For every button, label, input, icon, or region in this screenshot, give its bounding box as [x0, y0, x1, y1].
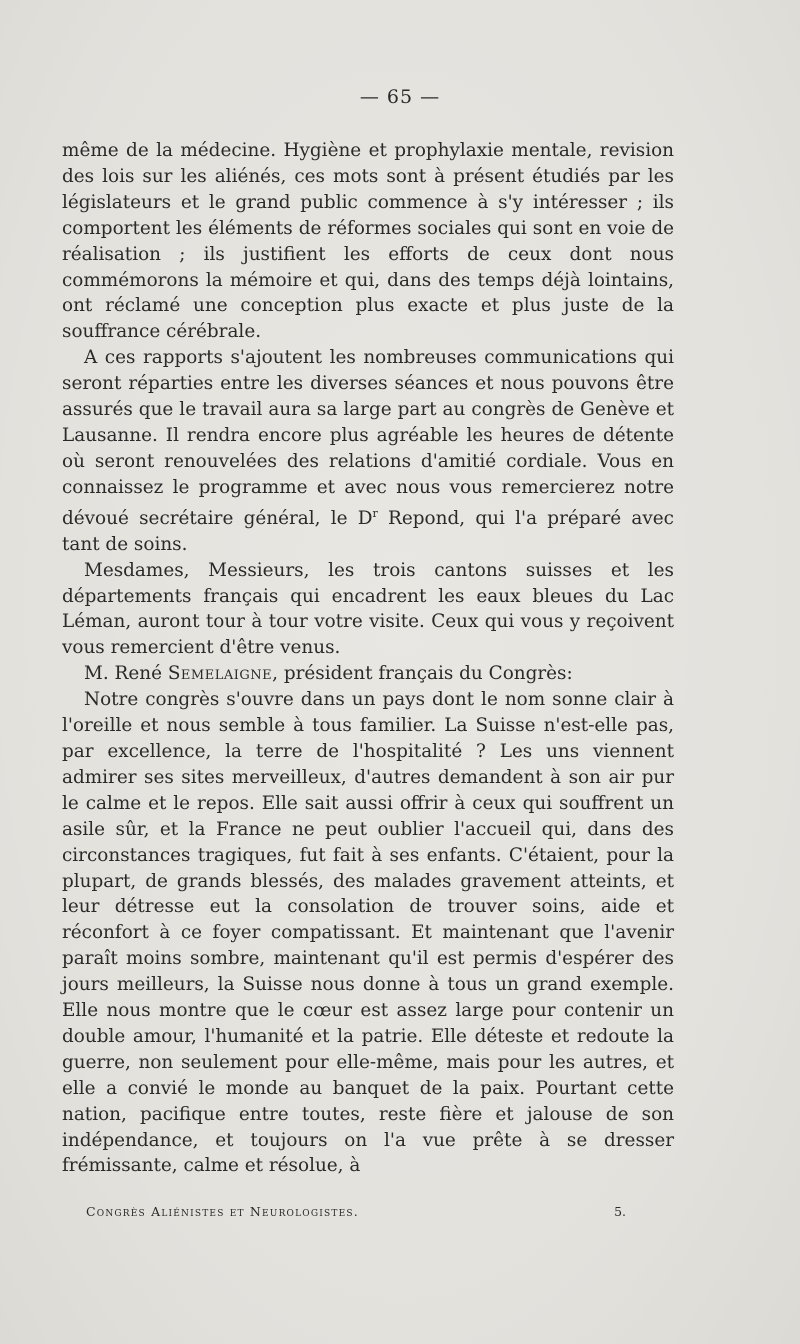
speaker-name: Semelaigne — [167, 663, 273, 685]
speech-paragraph: Notre congrès s'ouvre dans un pays dont le nom sonne clair à l'oreille et nous semble à tous familier. La Suisse n'est-elle pas, par excellence, la terre de l'hospitalité ? Les uns viennent admirer ses sites merveilleux, d'autres demandent à son air pur le calme et le repos. Elle sait aussi offrir à ceux qui souffrent un asile sûr, et la France ne peut oublier l'accueil qui, dans des circonstances tragiques, fut fait à ses enfants. C'étaient, pour la plupart, de grands blessés, des malades gravement atteints, et leur détresse eut la consolation de trouver soins, aide et réconfort à ce foyer compatissant. Et maintenant que l'avenir paraît moins sombre, maintenant qu'il est permis d'espérer des jours meilleurs, la Suisse nous donne à tous un grand exemple. Elle nous montre que le cœur est assez large pour contenir un double amour, l'humanité et la patrie. Elle déteste et redoute la guerre, non seulement pour elle-même, mais pour les autres, et elle a convié le monde au banquet de la paix. Pourtant cette nation, pacifique entre toutes, reste fière et jalouse de son indépendance, et toujours on l'a vue prête à se dresser frémissante, calme et résolue, à — [62, 689, 674, 1177]
speaker-line — [62, 661, 674, 687]
paragraph-2 — [62, 345, 674, 557]
body-text — [62, 138, 674, 1179]
paragraph-2-text: A ces rapports s'ajoutent les nombreuses communications qui seront réparties entre les diverses séances et nous pouvons être assurés que le travail aura sa large part au congrès de Genève et Lausanne. Il rendra encore plus agréable les heures de détente où seront renouvelées des relations d'amitié cordiale. Vous en connaissez le programme et avec nous vous remercierez notre dévoué secrétaire général, le D — [62, 347, 674, 529]
speaker-prefix: M. René — [84, 663, 168, 685]
signature-mark: 5. — [614, 1204, 626, 1219]
doctor-superscript: r — [372, 506, 378, 520]
footer — [86, 1204, 626, 1219]
paragraph-3: Mesdames, Messieurs, les trois cantons suisses et les départements français qui encadrent les eaux bleues du Lac Léman, auront tour à tour votre visite. Ceux qui vous y reçoivent vous remercient d'être venus. — [62, 559, 674, 659]
speaker-suffix: , président français du Congrès: — [272, 663, 573, 685]
page-number: — 65 — — [359, 86, 441, 108]
paragraph-2-end: Repond, qui l'a préparé avec tant de soins. — [62, 507, 674, 555]
footer-title: Congrès Aliénistes et Neurologistes. — [86, 1204, 359, 1219]
paragraph-1: même de la médecine. Hygiène et prophylaxie mentale, revision des lois sur les aliénés, ces mots sont à présent étudiés par les législateurs et le grand public commence à s'y intéresser ; ils comportent les éléments de réformes sociales qui sont en voie de réalisation ; ils justifient les efforts de ceux dont nous commémorons la mémoire et qui, dans des temps déjà lointains, ont réclamé une conception plus exacte et plus juste de la souffrance cérébrale. — [62, 140, 674, 343]
